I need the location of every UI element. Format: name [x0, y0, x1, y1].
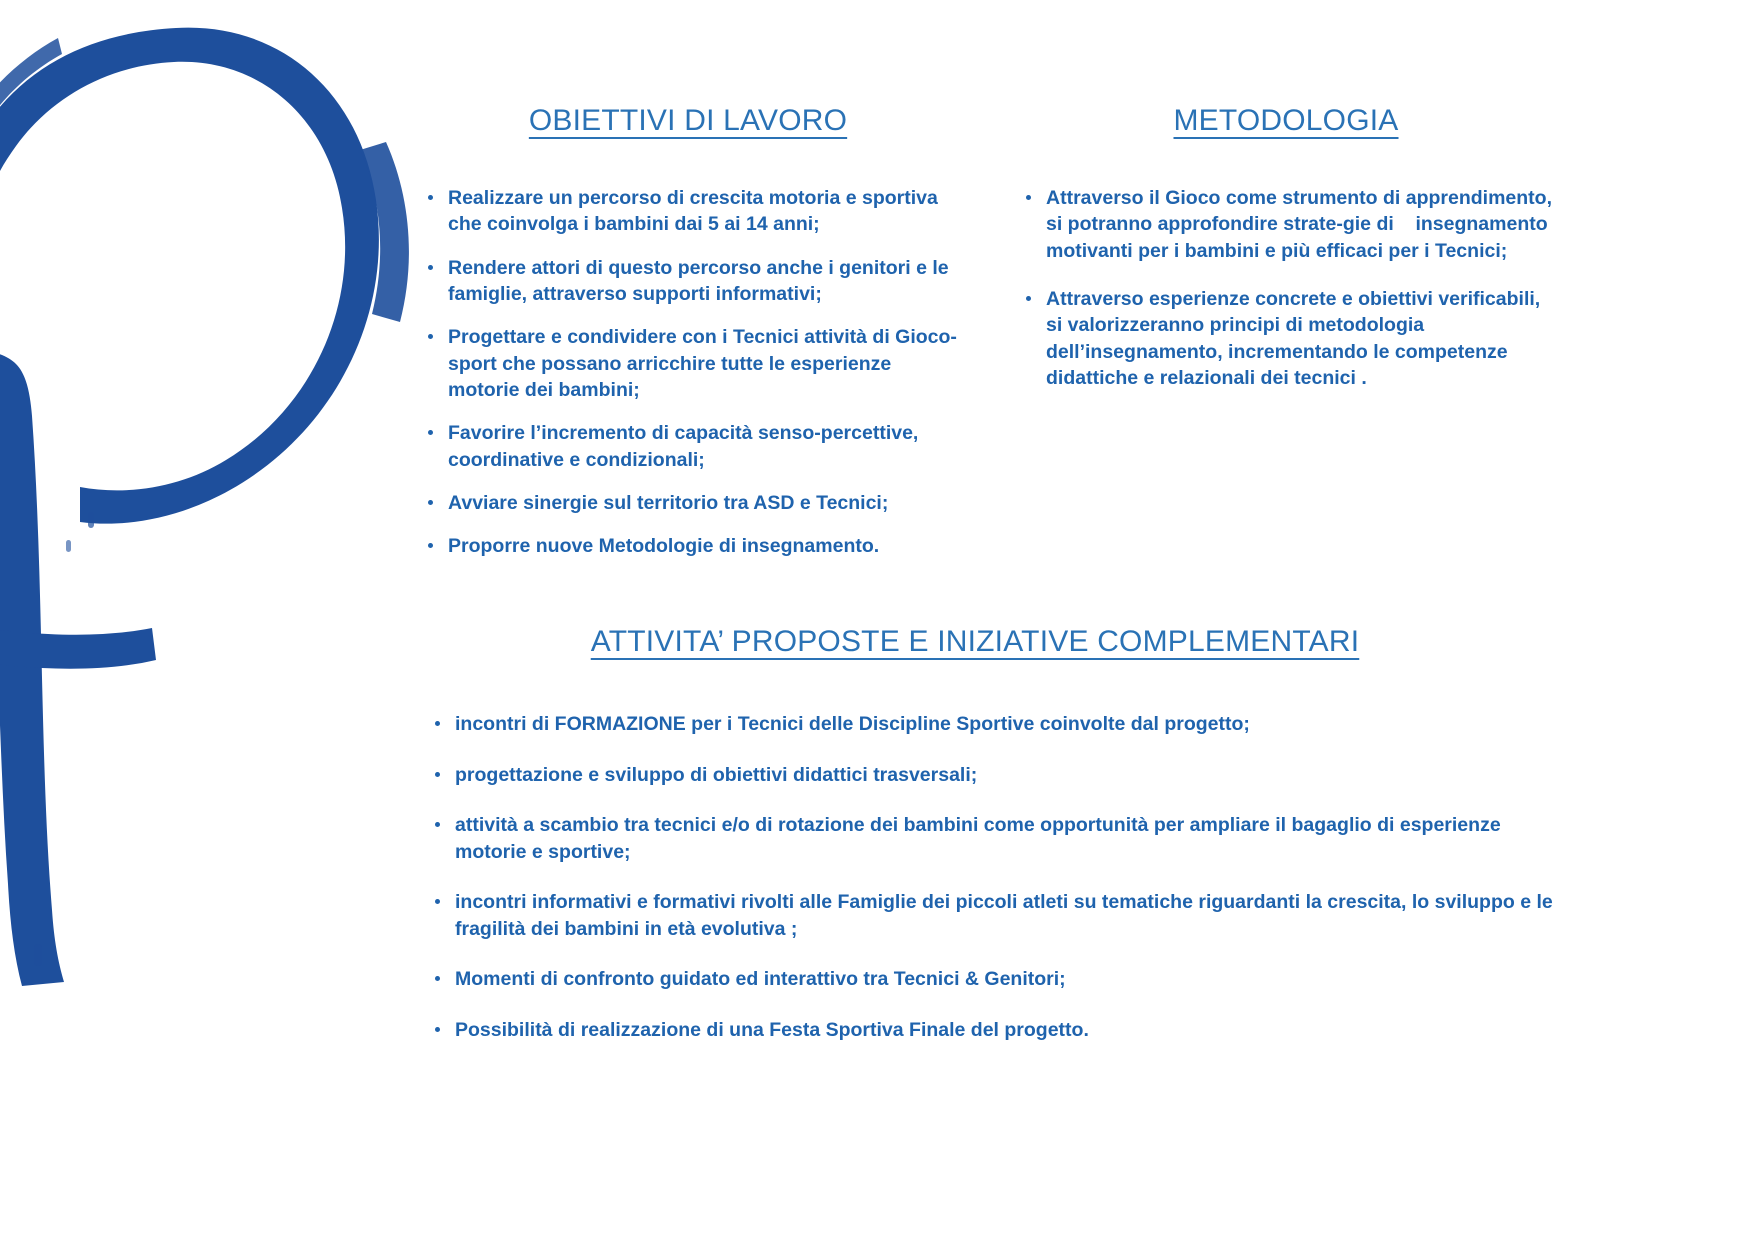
- list-item: Momenti di confronto guidato ed interattivo tra Tecnici & Genitori;: [425, 966, 1555, 993]
- section-metodologia: [1016, 104, 1556, 413]
- list-item: Progettare e condividere con i Tecnici attività di Gioco-sport che possano arricchire tutte le esperienze motorie dei bambini;: [418, 324, 958, 403]
- list-item: Proporre nuove Metodologie di insegnamento.: [418, 533, 958, 559]
- list-item: Realizzare un percorso di crescita motoria e sportiva che coinvolga i bambini dai 5 ai 14 anni;: [418, 185, 958, 238]
- list-item: incontri di FORMAZIONE per i Tecnici delle Discipline Sportive coinvolte dal progetto;: [425, 711, 1555, 738]
- list-item: Avviare sinergie sul territorio tra ASD e Tecnici;: [418, 490, 958, 516]
- metodologia-section-title: METODOLOGIA: [1173, 104, 1399, 137]
- list-item: incontri informativi e formativi rivolti alle Famiglie dei piccoli atleti su tematiche riguardanti la crescita, lo sviluppo e le fragilità dei bambini in età evolutiva ;: [425, 889, 1555, 942]
- metodologia-bullet-list: [1016, 185, 1556, 391]
- list-item: Attraverso esperienze concrete e obiettivi verificabili, si valorizzeranno principi di metodologia dell’insegnamento, incrementando le competenze didattiche e relazionali dei tecnici .: [1016, 286, 1556, 391]
- list-item: progettazione e sviluppo di obiettivi didattici trasversali;: [425, 762, 1555, 789]
- obiettivi-section-title: OBIETTIVI DI LAVORO: [528, 104, 848, 137]
- list-item: Rendere attori di questo percorso anche i genitori e le famiglie, attraverso supporti informativi;: [418, 255, 958, 308]
- section-attivita-proposte: [395, 625, 1555, 1067]
- list-item: Favorire l’incremento di capacità senso-percettive, coordinative e condizionali;: [418, 420, 958, 473]
- attivita-section-title: ATTIVITA’ PROPOSTE E INIZIATIVE COMPLEMENTARI: [590, 625, 1360, 658]
- list-item: Attraverso il Gioco come strumento di apprendimento, si potranno approfondire strate-gie di insegnamento motivanti per i bambini e più efficaci per i Tecnici;: [1016, 185, 1556, 264]
- obiettivi-bullet-list: [418, 185, 958, 559]
- list-item: Possibilità di realizzazione di una Festa Sportiva Finale del progetto.: [425, 1017, 1555, 1044]
- list-item: attività a scambio tra tecnici e/o di rotazione dei bambini come opportunità per ampliare il bagaglio di esperienze motorie e sportive;: [425, 812, 1555, 865]
- section-obiettivi-di-lavoro: [418, 104, 958, 576]
- attivita-bullet-list: [395, 711, 1555, 1043]
